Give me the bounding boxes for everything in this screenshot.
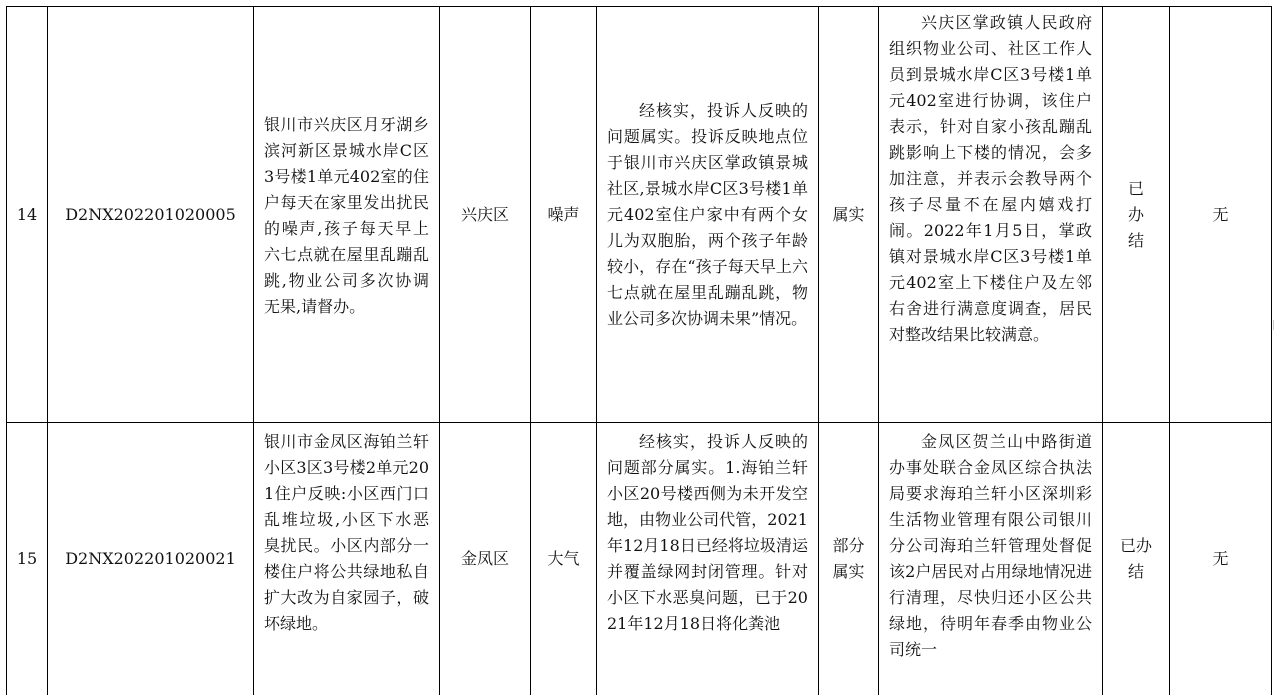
table-row bbox=[7, 7, 1271, 423]
verification-result: 经核实，投诉人反映的问题部分属实。1.海铂兰轩小区20号楼西侧为未开发空地，由物业公司代管，2021年12月18日已经将垃圾清运并覆盖绿网封闭管理。针对小区下水恶臭问题，已于2021年12月18日将化粪池 bbox=[597, 423, 819, 695]
verification-result: 经核实，投诉人反映的问题属实。投诉反映地点位于银川市兴庆区掌政镇景城社区,景城水岸C区3号楼1单元402室住户家中有两个女儿为双胞胎，两个孩子年龄较小，存在“孩子每天早上六七点就在屋里乱蹦乱跳，物业公司多次协调未果”情况。 bbox=[597, 7, 819, 422]
row-number: 15 bbox=[7, 423, 48, 695]
pollution-type: 大气 bbox=[531, 423, 597, 695]
is-true: 属实 bbox=[819, 7, 879, 422]
accountability: 无 bbox=[1212, 204, 1229, 224]
complaint-content: 银川市兴庆区月牙湖乡滨河新区景城水岸C区3号楼1单元402室的住户每天在家里发出扰民的噪声,孩子每天早上六七点就在屋里乱蹦乱跳,物业公司多次协调无果,请督办。 bbox=[254, 7, 440, 422]
status: 已办结 bbox=[1103, 7, 1170, 422]
row-number: 14 bbox=[7, 7, 48, 422]
handling-result: 兴庆区掌政镇人民政府组织物业公司、社区工作人员到景城水岸C区3号楼1单元402室进行协调，该住户表示，针对自家小孩乱蹦乱跳影响上下楼的情况，会多加注意，并表示会教导两个孩子尽量不在屋内嬉戏打闹。2022年1月5日，掌政镇对景城水岸C区3号楼1单元402室上下楼住户及左邻右舍进行满意度调查，居民对整改结果比较满意。 bbox=[879, 7, 1103, 422]
table-row bbox=[7, 423, 1271, 695]
status: 已办结 bbox=[1103, 423, 1170, 695]
handling-result: 金凤区贺兰山中路街道办事处联合金凤区综合执法局要求海珀兰轩小区深圳彩生活物业管理有限公司银川分公司海珀兰轩管理处督促该2户居民对占用绿地情况进行清理，尽快归还小区公共绿地，待明年春季由物业公司统一 bbox=[879, 423, 1103, 695]
pollution-type: 噪声 bbox=[531, 7, 597, 422]
accountability: 无 bbox=[1212, 549, 1229, 568]
district: 金凤区 bbox=[440, 423, 531, 695]
complaint-table bbox=[6, 6, 1272, 695]
scroll-marker bbox=[1273, 320, 1278, 330]
district: 兴庆区 bbox=[440, 7, 531, 422]
is-true: 部分属实 bbox=[819, 423, 879, 695]
case-id: D2NX202201020005 bbox=[48, 7, 254, 422]
complaint-content: 银川市金凤区海铂兰轩小区3区3号楼2单元201住户反映:小区西门口乱堆垃圾,小区下水恶臭扰民。小区内部分一楼住户将公共绿地私自扩大改为自家园子，破坏绿地。 bbox=[254, 423, 440, 695]
case-id: D2NX202201020021 bbox=[48, 423, 254, 695]
